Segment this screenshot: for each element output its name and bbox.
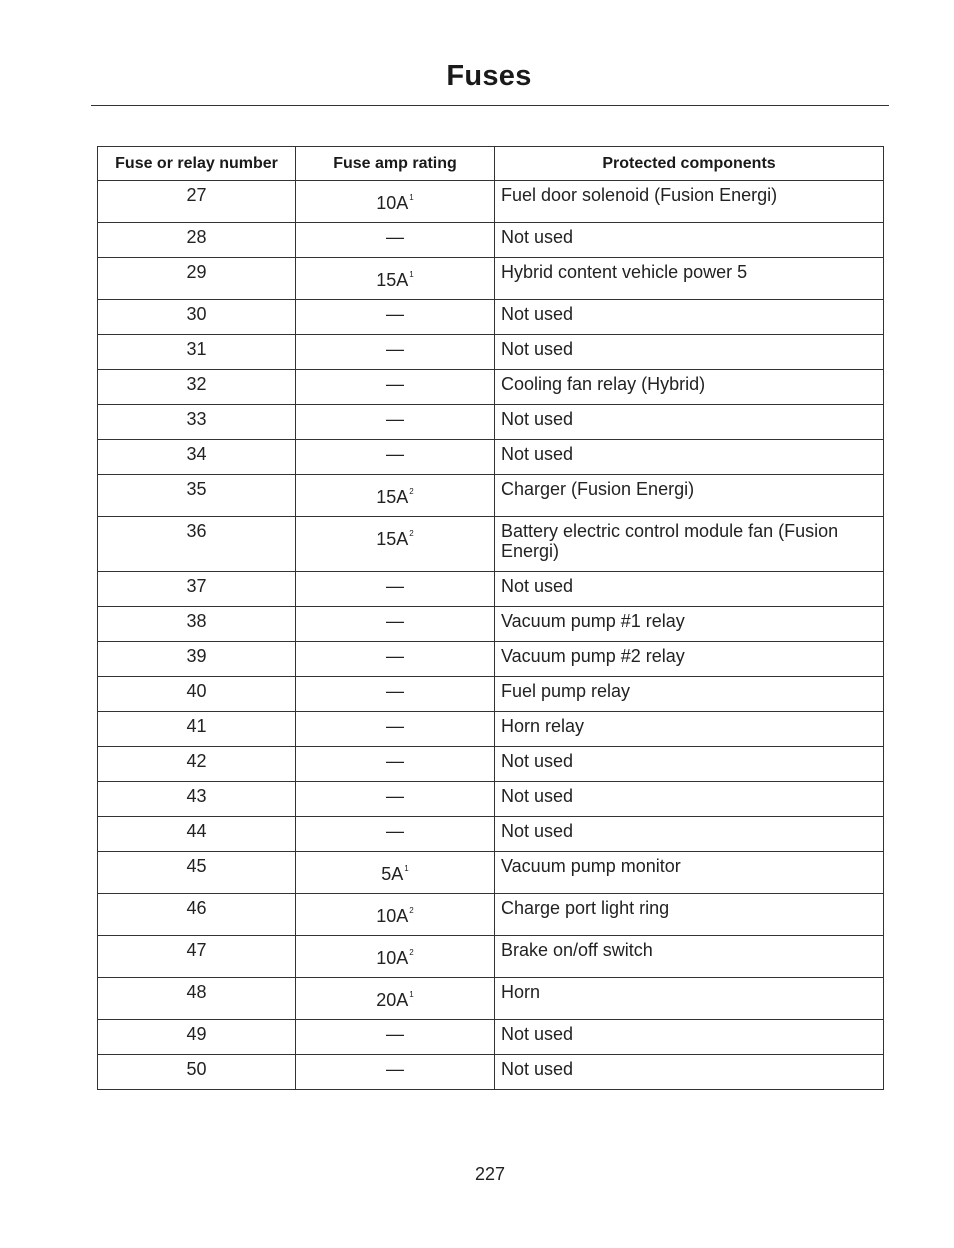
table-row xyxy=(98,405,884,440)
amp-rating-cell xyxy=(296,517,495,572)
amp-rating-cell xyxy=(296,677,495,712)
amp-rating-value: — xyxy=(386,751,404,771)
fuse-table xyxy=(97,146,884,1090)
fuse-number-cell: 33 xyxy=(98,405,296,440)
amp-rating-value: 15A xyxy=(376,529,409,549)
amp-rating-cell xyxy=(296,181,495,223)
table-row xyxy=(98,894,884,936)
header-protected-components: Protected components xyxy=(495,147,884,181)
amp-rating-cell xyxy=(296,712,495,747)
fuse-number-cell: 29 xyxy=(98,258,296,300)
amp-rating-cell xyxy=(296,405,495,440)
table-row xyxy=(98,440,884,475)
amp-rating-cell xyxy=(296,607,495,642)
table-row xyxy=(98,181,884,223)
protected-component-cell: Charger (Fusion Energi) xyxy=(495,475,884,517)
amp-rating-value: — xyxy=(386,409,404,429)
table-row xyxy=(98,370,884,405)
table-row xyxy=(98,747,884,782)
fuse-number-cell: 32 xyxy=(98,370,296,405)
table-row xyxy=(98,607,884,642)
amp-rating-value: — xyxy=(386,646,404,666)
amp-rating-value: — xyxy=(386,786,404,806)
fuse-number-cell: 37 xyxy=(98,572,296,607)
fuse-number-cell: 34 xyxy=(98,440,296,475)
fuse-number-cell: 48 xyxy=(98,978,296,1020)
protected-component-cell: Hybrid content vehicle power 5 xyxy=(495,258,884,300)
protected-component-cell: Vacuum pump #1 relay xyxy=(495,607,884,642)
table-header-row xyxy=(98,147,884,181)
amp-rating xyxy=(376,940,413,968)
footnote-marker: 1 xyxy=(409,270,414,279)
amp-rating xyxy=(386,444,404,464)
fuse-number-cell: 50 xyxy=(98,1055,296,1090)
amp-rating xyxy=(386,646,404,666)
protected-component-cell: Not used xyxy=(495,335,884,370)
amp-rating-value: — xyxy=(386,227,404,247)
amp-rating xyxy=(386,611,404,631)
amp-rating xyxy=(386,751,404,771)
table-row xyxy=(98,258,884,300)
protected-component-cell: Vacuum pump #2 relay xyxy=(495,642,884,677)
protected-component-cell: Not used xyxy=(495,223,884,258)
fuse-number-cell: 47 xyxy=(98,936,296,978)
amp-rating-cell xyxy=(296,978,495,1020)
amp-rating-cell xyxy=(296,300,495,335)
protected-component-cell: Not used xyxy=(495,300,884,335)
table-row xyxy=(98,300,884,335)
amp-rating xyxy=(386,1024,404,1044)
amp-rating-cell xyxy=(296,894,495,936)
table-row xyxy=(98,936,884,978)
amp-rating-cell xyxy=(296,642,495,677)
footnote-marker: 2 xyxy=(409,487,414,496)
table-row xyxy=(98,677,884,712)
amp-rating-value: 20A xyxy=(376,990,409,1010)
fuse-number-cell: 27 xyxy=(98,181,296,223)
amp-rating xyxy=(376,521,413,549)
amp-rating xyxy=(386,681,404,701)
protected-component-cell: Horn relay xyxy=(495,712,884,747)
amp-rating-cell xyxy=(296,223,495,258)
protected-component-cell: Charge port light ring xyxy=(495,894,884,936)
fuse-number-cell: 45 xyxy=(98,852,296,894)
fuse-number-cell: 42 xyxy=(98,747,296,782)
header-fuse-number: Fuse or relay number xyxy=(98,147,296,181)
amp-rating-value: 15A xyxy=(376,270,409,290)
fuse-number-cell: 44 xyxy=(98,817,296,852)
amp-rating xyxy=(386,821,404,841)
footnote-marker: 1 xyxy=(409,193,414,202)
protected-component-cell: Fuel door solenoid (Fusion Energi) xyxy=(495,181,884,223)
footnote-marker: 2 xyxy=(409,906,414,915)
amp-rating-value: 10A xyxy=(376,906,409,926)
table-row xyxy=(98,978,884,1020)
amp-rating-cell xyxy=(296,747,495,782)
amp-rating-value: 10A xyxy=(376,948,409,968)
fuse-number-cell: 39 xyxy=(98,642,296,677)
amp-rating-value: — xyxy=(386,304,404,324)
protected-component-cell: Not used xyxy=(495,1055,884,1090)
amp-rating xyxy=(386,409,404,429)
protected-component-cell: Not used xyxy=(495,747,884,782)
protected-component-cell: Not used xyxy=(495,440,884,475)
table-row xyxy=(98,572,884,607)
footnote-marker: 1 xyxy=(409,990,414,999)
amp-rating xyxy=(386,716,404,736)
fuse-number-cell: 40 xyxy=(98,677,296,712)
amp-rating xyxy=(386,786,404,806)
amp-rating-value: 10A xyxy=(376,193,409,213)
protected-component-cell: Not used xyxy=(495,817,884,852)
protected-component-cell: Horn xyxy=(495,978,884,1020)
protected-component-cell: Battery electric control module fan (Fusion Energi) xyxy=(495,517,884,572)
amp-rating-cell xyxy=(296,1020,495,1055)
fuse-number-cell: 36 xyxy=(98,517,296,572)
table-row xyxy=(98,1055,884,1090)
table-row xyxy=(98,517,884,572)
table-row xyxy=(98,1020,884,1055)
fuse-number-cell: 31 xyxy=(98,335,296,370)
amp-rating-value: — xyxy=(386,1024,404,1044)
fuse-number-cell: 35 xyxy=(98,475,296,517)
amp-rating-value: 5A xyxy=(381,864,404,884)
amp-rating-cell xyxy=(296,852,495,894)
footnote-marker: 1 xyxy=(404,864,409,873)
amp-rating-value: — xyxy=(386,374,404,394)
header-amp-rating: Fuse amp rating xyxy=(296,147,495,181)
table-row xyxy=(98,712,884,747)
amp-rating-value: — xyxy=(386,444,404,464)
amp-rating-cell xyxy=(296,572,495,607)
amp-rating-cell xyxy=(296,782,495,817)
amp-rating xyxy=(376,982,413,1010)
amp-rating-cell xyxy=(296,1055,495,1090)
fuse-number-cell: 41 xyxy=(98,712,296,747)
amp-rating xyxy=(381,856,408,884)
amp-rating-cell xyxy=(296,335,495,370)
fuse-number-cell: 43 xyxy=(98,782,296,817)
amp-rating-value: — xyxy=(386,611,404,631)
fuse-number-cell: 49 xyxy=(98,1020,296,1055)
amp-rating-cell xyxy=(296,370,495,405)
amp-rating-value: 15A xyxy=(376,487,409,507)
table-row xyxy=(98,817,884,852)
title-divider xyxy=(91,105,889,106)
table-row xyxy=(98,223,884,258)
amp-rating-cell xyxy=(296,258,495,300)
amp-rating xyxy=(386,227,404,247)
amp-rating xyxy=(386,576,404,596)
amp-rating-cell xyxy=(296,475,495,517)
protected-component-cell: Not used xyxy=(495,572,884,607)
amp-rating xyxy=(386,304,404,324)
protected-component-cell: Fuel pump relay xyxy=(495,677,884,712)
fuse-number-cell: 46 xyxy=(98,894,296,936)
amp-rating-value: — xyxy=(386,1059,404,1079)
amp-rating-value: — xyxy=(386,821,404,841)
protected-component-cell: Not used xyxy=(495,1020,884,1055)
amp-rating-value: — xyxy=(386,681,404,701)
table-row xyxy=(98,642,884,677)
amp-rating-cell xyxy=(296,817,495,852)
table-row xyxy=(98,852,884,894)
fuse-number-cell: 28 xyxy=(98,223,296,258)
amp-rating xyxy=(386,374,404,394)
amp-rating xyxy=(386,1059,404,1079)
protected-component-cell: Brake on/off switch xyxy=(495,936,884,978)
amp-rating xyxy=(376,479,413,507)
amp-rating-cell xyxy=(296,440,495,475)
page-number: 227 xyxy=(474,1164,506,1184)
amp-rating-cell xyxy=(296,936,495,978)
amp-rating-value: — xyxy=(386,576,404,596)
footnote-marker: 2 xyxy=(409,948,414,957)
amp-rating xyxy=(376,262,413,290)
table-row xyxy=(98,475,884,517)
footnote-marker: 2 xyxy=(409,529,414,538)
fuse-number-cell: 38 xyxy=(98,607,296,642)
protected-component-cell: Vacuum pump monitor xyxy=(495,852,884,894)
protected-component-cell: Not used xyxy=(495,405,884,440)
amp-rating xyxy=(376,185,413,213)
table-row xyxy=(98,335,884,370)
fuse-number-cell: 30 xyxy=(98,300,296,335)
amp-rating-value: — xyxy=(386,339,404,359)
table-row xyxy=(98,782,884,817)
protected-component-cell: Cooling fan relay (Hybrid) xyxy=(495,370,884,405)
page-title: Fuses xyxy=(446,60,532,92)
amp-rating xyxy=(376,898,413,926)
amp-rating-value: — xyxy=(386,716,404,736)
amp-rating xyxy=(386,339,404,359)
protected-component-cell: Not used xyxy=(495,782,884,817)
